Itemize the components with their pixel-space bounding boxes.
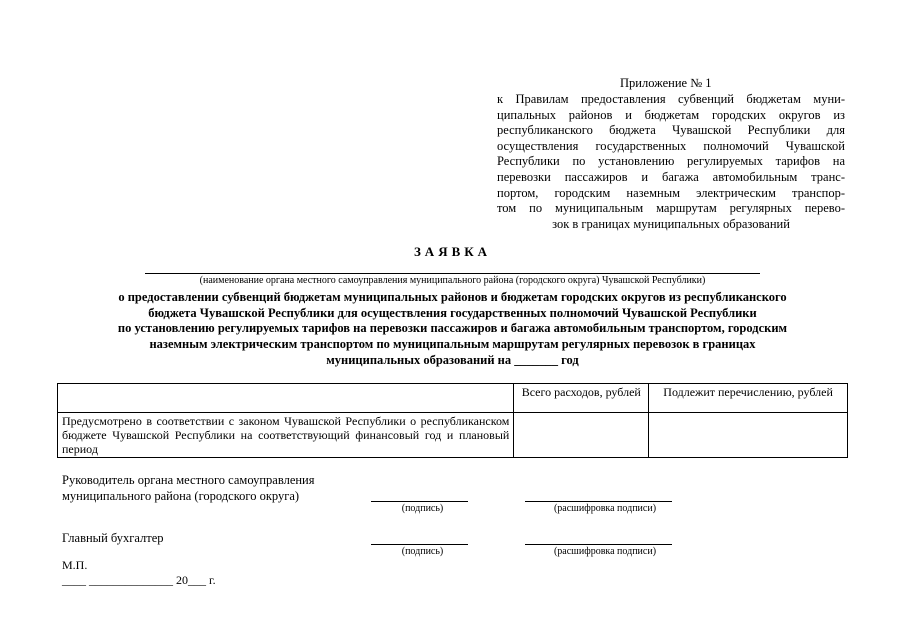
table-header-to-transfer: Подлежит перечислению, рублей: [649, 384, 848, 413]
table-header-total-expenses: Всего расходов, рублей: [514, 384, 649, 413]
document-subtitle: [55, 290, 850, 369]
appendix-title: Приложение № 1: [620, 76, 712, 90]
appendix-line: республиканского бюджета Чувашской Республики для: [497, 123, 845, 138]
table-cell-description: Предусмотрено в соответствии с законом Чувашской Республики о республиканском бюджете Чувашской Республики на соответствующий финансовый год и плановый период: [58, 413, 514, 458]
head-label-line-1: Руководитель органа местного самоуправления: [62, 473, 315, 487]
appendix-line: Республики по установлению регулируемых тарифов на: [497, 154, 845, 169]
funding-table: [57, 383, 848, 458]
accountant-signature-caption: (подпись): [401, 546, 444, 557]
table-cell-to-transfer[interactable]: [649, 413, 848, 458]
accountant-decoding-line[interactable]: [525, 544, 672, 545]
table-row: [58, 413, 848, 458]
appendix-text: [497, 92, 845, 232]
org-name-caption: (наименование органа местного самоуправления муниципального района (городского округа) Чувашской Республики): [199, 275, 706, 286]
appendix-line: к Правилам предоставления субвенций бюджетам муни-: [497, 92, 845, 106]
appendix-line: ципальных районов и бюджетам городских округов из: [497, 107, 845, 122]
org-name-line: [145, 273, 760, 274]
head-signature-caption: (подпись): [401, 503, 444, 514]
accountant-signature-line[interactable]: [371, 544, 468, 545]
accountant-label: Главный бухгалтер: [62, 531, 164, 545]
accountant-decoding-caption: (расшифровка подписи): [553, 546, 657, 557]
appendix-line: осуществления государственных полномочий Чувашской: [497, 138, 845, 153]
appendix-line: том по муниципальным маршрутам регулярных перево-: [497, 201, 845, 216]
appendix-line: зок в границах муниципальных образований: [552, 216, 790, 231]
head-decoding-line[interactable]: [525, 501, 672, 502]
table-header-row: [58, 384, 848, 413]
table-header-empty: [58, 384, 514, 413]
document-title: ЗАЯВКА: [413, 244, 492, 259]
head-decoding-caption: (расшифровка подписи): [553, 503, 657, 514]
head-signature-line[interactable]: [371, 501, 468, 502]
appendix-line: портом, городским наземным электрическим транспор-: [497, 185, 845, 200]
stamp-place: М.П.: [62, 558, 88, 572]
appendix-line: перевозки пассажиров и багажа автомобильным транс-: [497, 169, 845, 184]
table-cell-total-expenses[interactable]: [514, 413, 649, 458]
subtitle-line: наземным электрическим транспортом по муниципальным маршрутам регулярных перевозок в границах: [149, 337, 756, 352]
subtitle-line: бюджета Чувашской Республики для осуществления государственных полномочий Чувашской Республики: [148, 305, 757, 320]
head-label-line-2: муниципального района (городского округа): [62, 489, 300, 503]
subtitle-line: муниципальных образований на _______ год: [326, 352, 579, 367]
subtitle-line: о предоставлении субвенций бюджетам муниципальных районов и бюджетам городских округов из республиканского: [118, 290, 787, 304]
date-line[interactable]: ____ ______________ 20___ г.: [62, 573, 216, 587]
subtitle-line: по установлению регулируемых тарифов на перевозки пассажиров и багажа автомобильным транспортом, городским: [117, 321, 788, 336]
